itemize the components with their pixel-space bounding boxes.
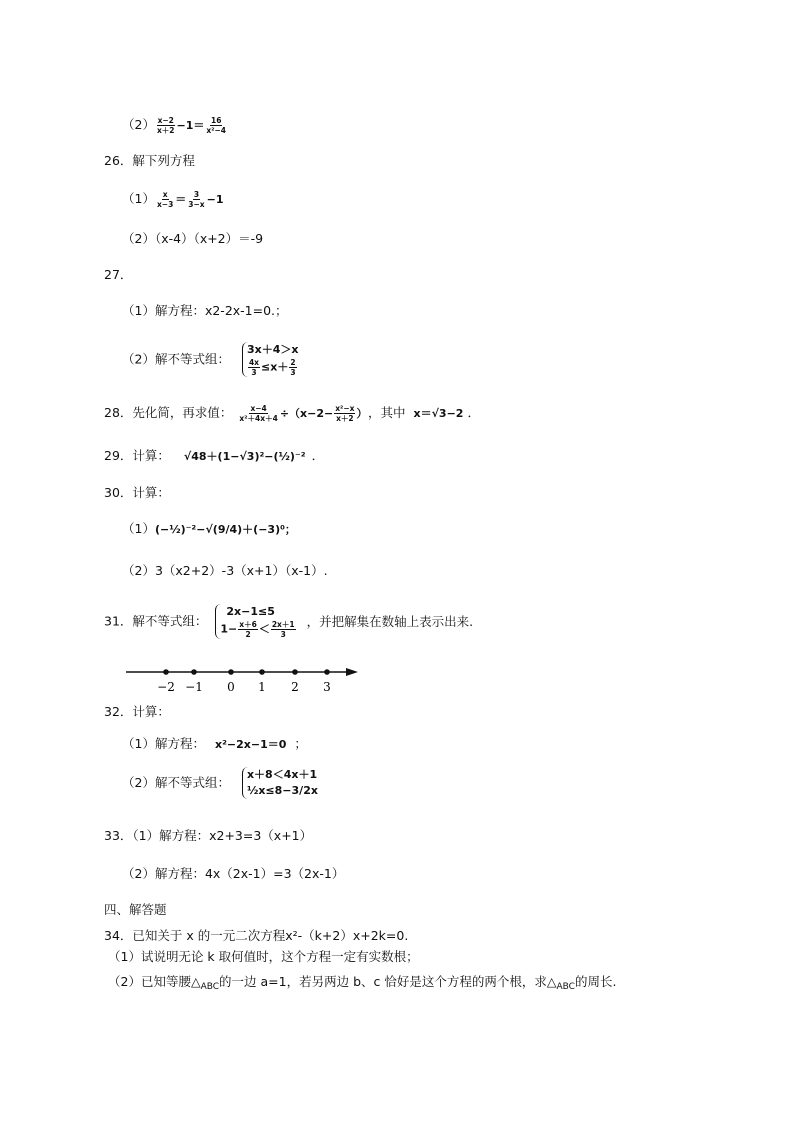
q34-line2: （1）试说明无论 k 取何值时，这个方程一定有实数根； xyxy=(108,949,419,964)
tick-dot xyxy=(324,669,330,675)
number-line xyxy=(120,660,370,700)
section-title: 四、解答题 xyxy=(104,902,167,917)
arrow-icon xyxy=(346,668,358,676)
q27-part2: （2）解不等式组： 3x＋4＞x $\frac{4x}{3}$ ≤x＋ $\frac{2}{3}$ xyxy=(122,343,299,377)
tick-dot xyxy=(228,669,234,675)
q34-line1: 34．已知关于 x 的一元二次方程x²-（k+2）x+2k=0. xyxy=(104,928,409,943)
q32-part1: （1）解方程： x²−2x−1＝0 ； xyxy=(122,736,307,751)
q26-part2: （2）（x-4）（x+2）＝-9 xyxy=(122,231,264,246)
q28: 28．先化简，再求值： $\frac{x-4}{\text{x²＋4x＋4}}$ ÷（x−2− $\frac{\text{x²−x}}{x+2}$ ） ，其中 x＝√3−2 ． xyxy=(104,404,480,423)
tick-dot xyxy=(191,669,197,675)
tick-label: 2 xyxy=(291,680,299,694)
tick-label: 3 xyxy=(323,680,331,694)
q30-part1: （1）(−½)⁻²−√(9/4)＋(−3)⁰； xyxy=(122,521,296,536)
q27-part1: （1）解方程：x2-2x-1=0.； xyxy=(122,303,288,318)
q25-lhs-fraction: $\frac{x-2}{x+2}$ xyxy=(156,116,175,135)
q27-title: 27． xyxy=(104,267,133,282)
q34-line3: （2）已知等腰$\triangle_{ABC}$的一边 a=1，若另两边 b、c 恰好是这个方程的两个根，求$\triangle_{ABC}$的周长. xyxy=(108,974,617,992)
q33-part2: （2）解方程：4x（2x-1）=3（2x-1） xyxy=(122,866,345,881)
q25-part2: （2） $\frac{x-2}{x+2}$ −1＝ $\frac{16}{\text{x²−4}}$ xyxy=(122,116,227,135)
tick-label: 0 xyxy=(227,680,235,694)
q31-system: 2x−1≤5 1− $\frac{x+6}{2}$ ＜ $\frac{2x+1}{3}$ xyxy=(215,604,296,639)
tick-dot xyxy=(163,669,169,675)
q31: 31．解不等式组： 2x−1≤5 1− $\frac{x+6}{2}$ ＜ $\frac{2x+1}{3}$ ，并把解集在数轴上表示出来. xyxy=(104,605,474,639)
tick-dot xyxy=(259,669,265,675)
tick-label: −2 xyxy=(157,680,175,694)
tick-dot xyxy=(292,669,298,675)
q33-part1: 33．（1）解方程：x2+3=3（x+1） xyxy=(104,828,313,843)
q30-part2: （2）3（x2+2）-3（x+1）（x-1）. xyxy=(122,563,328,578)
q25-rhs-fraction: $\frac{16}{\text{x²−4}}$ xyxy=(206,116,227,135)
q26-part1: （1） $\frac{x}{x-3}$ ＝ $\frac{3}{3-x}$ −1 xyxy=(122,190,224,209)
q26-title: 26．解下列方程 xyxy=(104,153,195,168)
q32-part2: （2）解不等式组： x＋8＜4x＋1 ½x≤8−3/2x xyxy=(122,768,318,797)
inequality-system: 3x＋4＞x $\frac{4x}{3}$ ≤x＋ $\frac{2}{3}$ xyxy=(242,342,299,377)
q32-title: 32．计算： xyxy=(104,704,170,719)
tick-label: 1 xyxy=(258,680,266,694)
q30-title: 30．计算： xyxy=(104,485,170,500)
tick-label: −1 xyxy=(185,680,203,694)
q32-system: x＋8＜4x＋1 ½x≤8−3/2x xyxy=(242,767,318,799)
q29: 29．计算： √48＋(1−√3)²−(½)⁻² ． xyxy=(104,448,325,463)
